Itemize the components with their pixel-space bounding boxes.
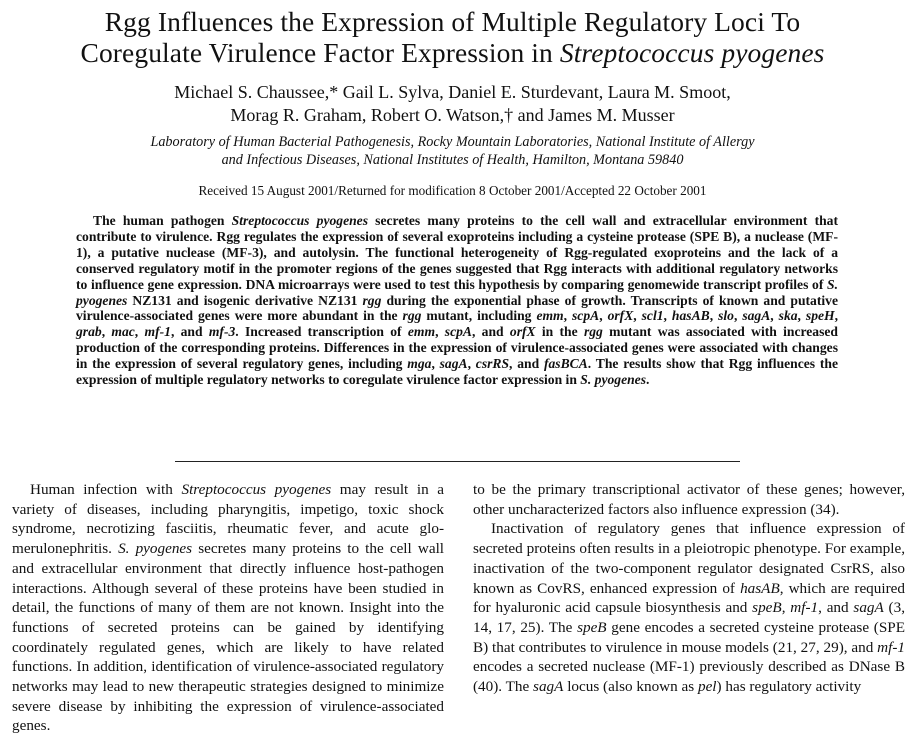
- italic-term: Streptococcus pyogenes: [181, 481, 332, 498]
- italic-term: mf-1: [790, 599, 819, 617]
- text-run: .: [646, 372, 650, 388]
- text-run: ,: [467, 356, 476, 372]
- italic-term: sagA: [853, 599, 884, 617]
- italic-term: sagA: [742, 308, 771, 324]
- text-run: locus (also known as: [563, 678, 698, 696]
- text-run: secretes many proteins to the cell wall and extracellular environment that contribute to virulence. Rgg regulates the expression of several exoproteins including a cysteine protease (SPE B), a nuclease (MF-1), a putative nuclease (MF-3), and autolysin. The functional heterogeneity of Rgg-regulated exoproteins and the lack of a conserved regulatory motif in the promoter regions of the genes suggested that Rgg interacts with additional regulatory networks to influence gene expression. DNA microarrays were used to test this hypothesis by comparing genomewide transcript profiles of: [76, 213, 838, 292]
- text-run: ,: [563, 308, 573, 324]
- italic-term: mf-1: [144, 324, 171, 340]
- title-line-2: [0, 37, 905, 68]
- italic-term: speH: [805, 308, 835, 324]
- text-run: ,: [435, 324, 445, 340]
- intro-paragraph-continued: [473, 480, 905, 519]
- authors-line-2: Morag R. Graham, Robert O. Watson,† and James M. Musser: [230, 105, 675, 125]
- intro-paragraph-1: [12, 480, 444, 736]
- italic-term: grab: [76, 324, 102, 340]
- italic-term: emm: [407, 324, 436, 340]
- italic-term: fasBCA: [543, 356, 588, 372]
- italic-term: mf-3: [208, 324, 236, 340]
- italic-term: emm: [536, 308, 564, 324]
- italic-term: sagA: [533, 678, 564, 696]
- italic-term: S. pyogenes: [118, 540, 193, 558]
- italic-term: pel: [697, 678, 717, 696]
- italic-term: mac: [111, 324, 135, 340]
- text-run: , and: [509, 356, 544, 372]
- italic-term: hasAB: [671, 308, 710, 324]
- italic-term: Streptococcus pyogenes: [231, 213, 368, 228]
- text-run: ,: [101, 324, 112, 340]
- italic-term: sagA: [439, 356, 468, 372]
- section-divider: [175, 461, 740, 462]
- text-run: ,: [733, 308, 743, 324]
- italic-term: speB: [577, 618, 607, 636]
- text-run: ,: [781, 599, 791, 617]
- text-run: ,: [709, 308, 719, 324]
- text-run: . The results show that Rgg influences the expression of multiple regulatory networks to coregulate virulence factor expression in: [76, 356, 839, 388]
- text-run: to be the primary transcriptional activator of these genes; however, other uncharacterized factors also influence expression (34).: [473, 481, 905, 518]
- text-run: . Increased transcription of: [235, 324, 408, 340]
- title-line-2-text: Coregulate Virulence Factor Expression in: [80, 37, 560, 68]
- italic-term: S. pyogenes: [76, 276, 838, 308]
- text-run: The human pathogen: [93, 213, 232, 228]
- text-run: secretes many proteins to the cell wall and extracellular environment that directly influence host-pathogen interactions. Although several of these proteins have been studied in detail, the functions of many of them are not known. Insight into the functions of secreted proteins can be gained by identifying coordinately regulated genes, which are likely to have related functions. In addition, identification of virulence-associated regulatory networks may lead to new therapeutic strategies designed to minimize severe disease by inhibiting the expression of virulence-associated genes.: [12, 540, 445, 735]
- intro-paragraph-2: [473, 519, 905, 696]
- affiliation-line-1: Laboratory of Human Bacterial Pathogenesis, Rocky Mountain Laboratories, National Institute of Allergy: [150, 134, 755, 150]
- text-run: ,: [797, 308, 806, 324]
- italic-term: hasAB: [740, 579, 780, 597]
- italic-term: rgg: [362, 292, 382, 308]
- italic-term: mga: [407, 356, 432, 372]
- text-run: , and: [471, 324, 510, 340]
- italic-term: slo: [718, 308, 734, 324]
- text-run: NZ131 and isogenic derivative NZ131: [127, 292, 363, 308]
- text-run: , which are required for hyaluronic acid capsule biosynthesis and: [473, 579, 905, 617]
- title-line-1: Rgg Influences the Expression of Multiple Regulatory Loci To: [104, 6, 801, 37]
- text-run: ,: [770, 308, 779, 324]
- text-run: Human infection with: [30, 481, 182, 498]
- text-run: , and: [818, 599, 854, 617]
- italic-term: orfX: [509, 324, 536, 340]
- text-run: ,: [633, 308, 642, 324]
- received-dates: Received 15 August 2001/Returned for modification 8 October 2001/Accepted 22 October 2001: [198, 183, 707, 198]
- italic-term: csrRS: [475, 356, 510, 372]
- italic-term: S. pyogenes: [580, 372, 646, 388]
- text-run: encodes a secreted nuclease (MF-1) previously described as DNase B (40). The: [473, 658, 905, 696]
- affiliation-line-2: and Infectious Diseases, National Institutes of Health, Hamilton, Montana 59840: [221, 152, 684, 168]
- italic-term: orfX: [607, 308, 634, 324]
- text-run: ,: [599, 308, 608, 324]
- italic-term: scpA: [572, 308, 600, 324]
- text-run: ,: [431, 356, 440, 372]
- title-organism: Streptococcus pyogenes: [559, 37, 825, 68]
- italic-term: rgg: [402, 308, 422, 324]
- abstract-paragraph: [76, 213, 838, 388]
- text-run: gene encodes a secreted cysteine protease (SPE B) that contributes to virulence in mouse models (21, 27, 29), and: [473, 618, 905, 656]
- italic-term: rgg: [583, 324, 603, 340]
- left-column: [12, 480, 444, 736]
- text-run: ) has regulatory activity: [716, 678, 862, 696]
- text-run: mutant was associated with increased production of the corresponding proteins. Differences in the expression of virulence-associated genes were associated with changes in the expression of several regulatory genes, including: [76, 324, 838, 372]
- right-column: [473, 480, 905, 697]
- authors-line-1: Michael S. Chaussee,* Gail L. Sylva, Daniel E. Sturdevant, Laura M. Smoot,: [174, 82, 731, 102]
- text-run: ,: [134, 324, 145, 340]
- affiliation: [0, 133, 905, 169]
- italic-term: scl1: [641, 308, 664, 324]
- text-run: mutant, including: [421, 308, 537, 324]
- italic-term: scpA: [444, 324, 472, 340]
- text-run: , and: [170, 324, 209, 340]
- article-title: [0, 6, 905, 68]
- text-run: (3, 14, 17, 25). The: [473, 599, 905, 636]
- text-run: ,: [834, 308, 839, 324]
- italic-term: mf-1: [877, 638, 905, 656]
- text-run: in the: [535, 324, 584, 340]
- author-list: [0, 81, 905, 127]
- italic-term: speB: [752, 599, 782, 617]
- text-run: may result in a variety of diseases, including pharyngitis, impetigo, toxic shock syndrome, necrotizing fasciitis, rheumatic fever, and acute glomerulonephritis.: [12, 481, 444, 558]
- text-run: Inactivation of regulatory genes that influence expression of secreted proteins often results in a pleiotropic phenotype. For example, inactivation of the two-component regulator designated CsrRS, also known as CovRS, enhanced expression of: [473, 520, 905, 597]
- abstract: [76, 213, 838, 388]
- text-run: during the exponential phase of growth. Transcripts of known and putative virulence-associated genes were more abundant in the: [76, 292, 838, 324]
- text-run: ,: [663, 308, 672, 324]
- italic-term: ska: [778, 308, 798, 324]
